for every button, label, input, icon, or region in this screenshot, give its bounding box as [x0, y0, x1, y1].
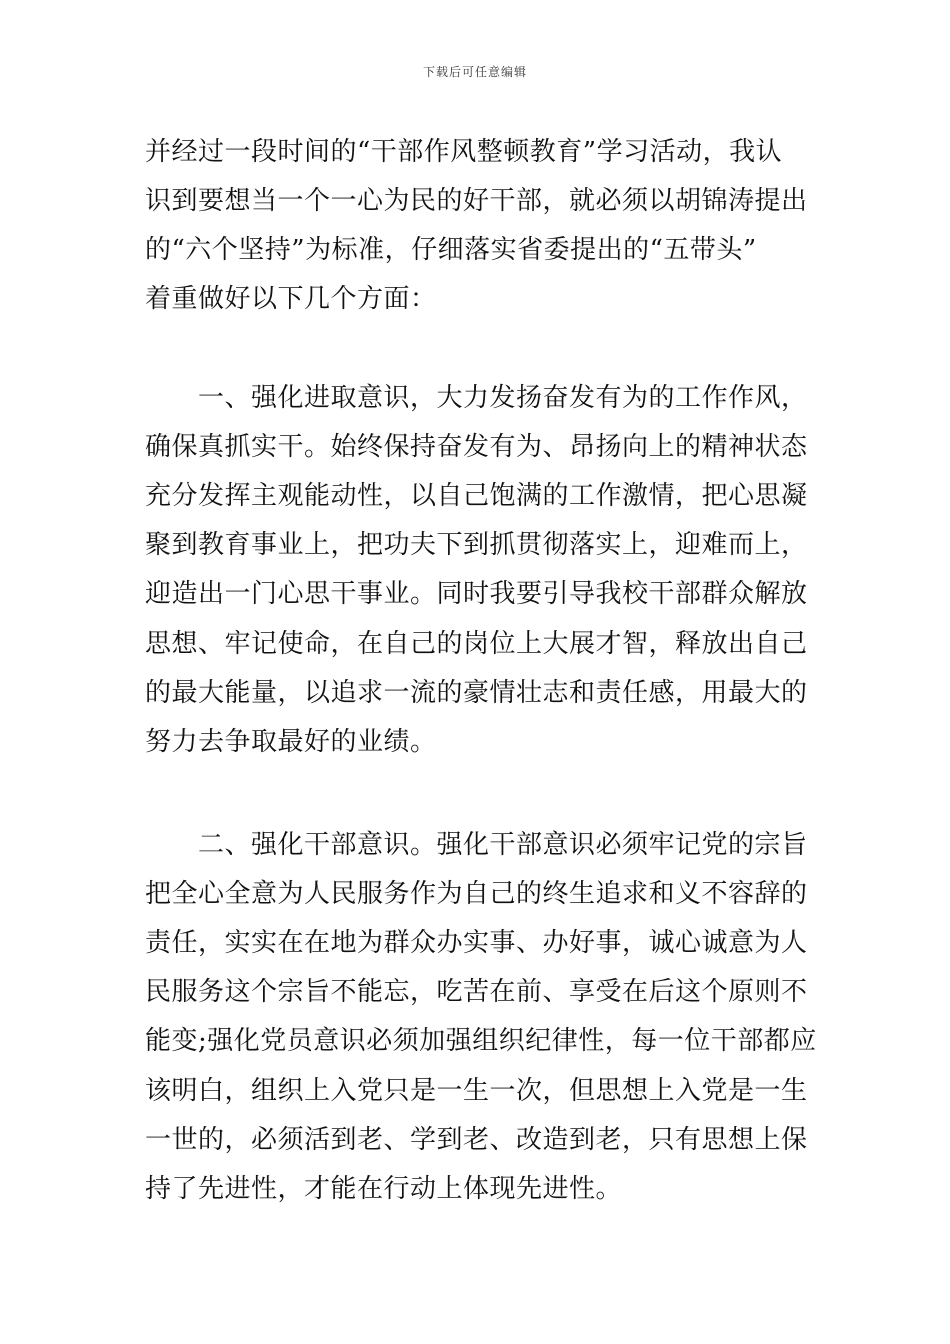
paragraph-3-line-6: 该明白，组织上入党只是一生一次，但思想上入党是一生: [145, 1076, 808, 1106]
paragraph-2-line-1: 一、强化进取意识，大力发扬奋发有为的工作作风，: [145, 383, 808, 413]
paragraph-2-line-8: 努力去争取最好的业绩。: [145, 727, 437, 757]
paragraph-2-line-6: 思想、牢记使命，在自己的岗位上大展才智，释放出自己: [145, 629, 808, 659]
paragraph-3-line-8: 持了先进性，才能在行动上体现先进性。: [145, 1174, 623, 1204]
paragraph-2-line-7: 的最大能量，以追求一流的豪情壮志和责任感，用最大的: [145, 678, 808, 708]
paragraph-2-line-4: 聚到教育事业上，把功夫下到抓贯彻落实上，迎难而上，: [145, 530, 808, 560]
paragraph-2-line-5: 迎造出一门心思干事业。同时我要引导我校干部群众解放: [145, 579, 808, 609]
paragraph-1-line-4: 着重做好以下几个方面：: [145, 284, 437, 314]
paragraph-3-line-1: 二、强化干部意识。强化干部意识必须牢记党的宗旨: [145, 830, 808, 860]
paragraph-2-line-2: 确保真抓实干。始终保持奋发有为、昂扬向上的精神状态: [145, 432, 808, 462]
paragraph-2-line-3: 充分发挥主观能动性，以自己饱满的工作激情，把心思凝: [145, 481, 808, 511]
paragraph-3-line-3: 责任，实实在在地为群众办实事、办好事，诚心诚意为人: [145, 928, 808, 958]
paragraph-1-line-2: 识到要想当一个一心为民的好干部，就必须以胡锦涛提出: [145, 186, 808, 216]
paragraph-3-line-5: 能变;强化党员意识必须加强组织纪律性，每一位干部都应: [145, 1026, 817, 1056]
paragraph-1-line-1: 并经过一段时间的“干部作风整顿教育”学习活动，我认: [145, 137, 783, 167]
paragraph-3-line-7: 一世的，必须活到老、学到老、改造到老，只有思想上保: [145, 1125, 808, 1155]
header-note: 下载后可任意编辑: [422, 65, 527, 79]
paragraph-3-line-4: 民服务这个宗旨不能忘，吃苦在前、享受在后这个原则不: [145, 977, 808, 1007]
paragraph-3-line-2: 把全心全意为人民服务作为自己的终生追求和义不容辞的: [145, 879, 808, 909]
paragraph-1-line-3: 的“六个坚持”为标准，仔细落实省委提出的“五带头”: [145, 235, 757, 265]
